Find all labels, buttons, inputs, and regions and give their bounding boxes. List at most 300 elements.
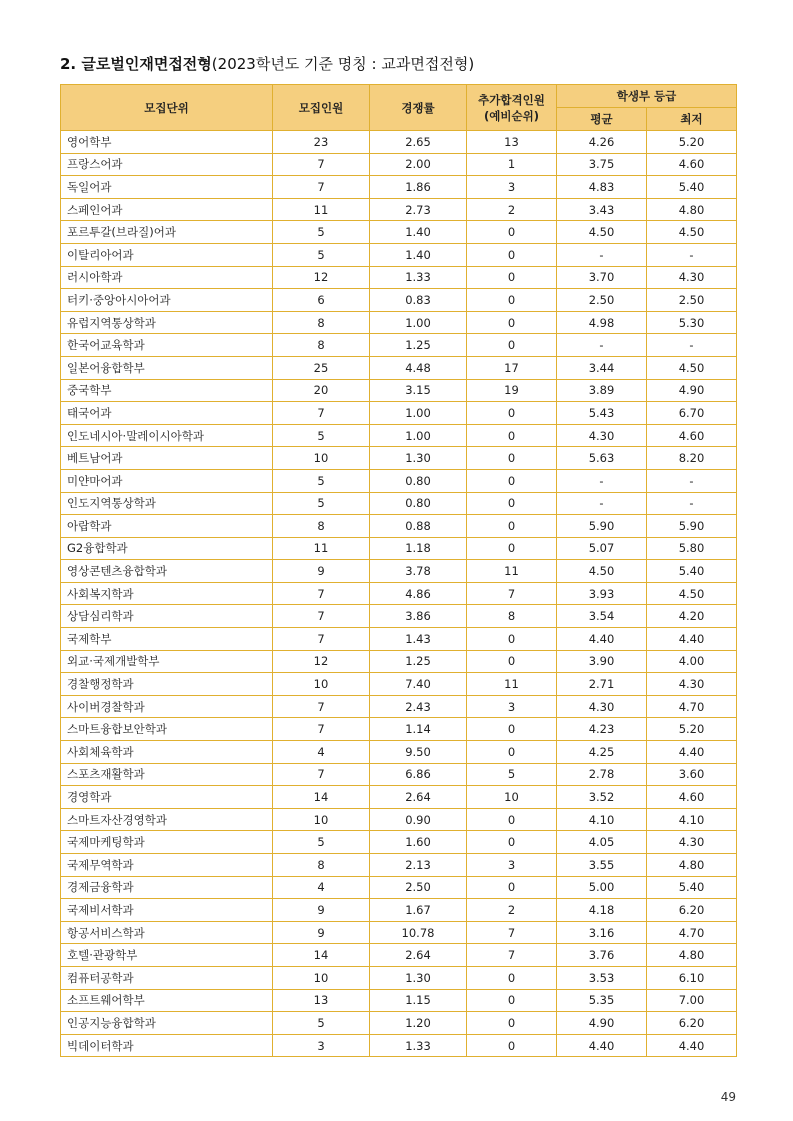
cell-min: 4.40 bbox=[647, 628, 737, 651]
cell-extra: 0 bbox=[467, 221, 557, 244]
cell-min: 6.20 bbox=[647, 899, 737, 922]
cell-unit: 이탈리아어과 bbox=[61, 243, 273, 266]
cell-extra: 0 bbox=[467, 243, 557, 266]
cell-unit: 사회복지학과 bbox=[61, 582, 273, 605]
cell-avg: 5.63 bbox=[557, 447, 647, 470]
section-title bbox=[60, 53, 474, 74]
cell-extra: 0 bbox=[467, 266, 557, 289]
cell-min: 5.30 bbox=[647, 311, 737, 334]
cell-min: 5.20 bbox=[647, 718, 737, 741]
table-row bbox=[61, 831, 737, 854]
cell-avg: 3.44 bbox=[557, 356, 647, 379]
cell-unit: 미얀마어과 bbox=[61, 469, 273, 492]
table-row bbox=[61, 808, 737, 831]
cell-extra: 0 bbox=[467, 1034, 557, 1057]
cell-ratio: 1.00 bbox=[370, 424, 467, 447]
cell-unit: 베트남어과 bbox=[61, 447, 273, 470]
cell-unit: 상담심리학과 bbox=[61, 605, 273, 628]
cell-unit: 항공서비스학과 bbox=[61, 921, 273, 944]
cell-unit: 유럽지역통상학과 bbox=[61, 311, 273, 334]
table-row bbox=[61, 402, 737, 425]
cell-ratio: 7.40 bbox=[370, 673, 467, 696]
cell-ratio: 2.43 bbox=[370, 695, 467, 718]
cell-min: 4.70 bbox=[647, 695, 737, 718]
cell-quota: 7 bbox=[273, 695, 370, 718]
cell-avg: 4.40 bbox=[557, 1034, 647, 1057]
cell-quota: 23 bbox=[273, 131, 370, 154]
cell-extra: 0 bbox=[467, 831, 557, 854]
cell-unit: 외교·국제개발학부 bbox=[61, 650, 273, 673]
cell-ratio: 1.25 bbox=[370, 650, 467, 673]
cell-quota: 14 bbox=[273, 786, 370, 809]
cell-min: 5.40 bbox=[647, 176, 737, 199]
cell-unit: 컴퓨터공학과 bbox=[61, 966, 273, 989]
cell-ratio: 0.80 bbox=[370, 469, 467, 492]
table-row bbox=[61, 966, 737, 989]
cell-quota: 10 bbox=[273, 808, 370, 831]
cell-quota: 10 bbox=[273, 447, 370, 470]
cell-quota: 4 bbox=[273, 741, 370, 764]
cell-min: 4.00 bbox=[647, 650, 737, 673]
cell-min: - bbox=[647, 492, 737, 515]
cell-extra: 2 bbox=[467, 899, 557, 922]
cell-min: 4.60 bbox=[647, 786, 737, 809]
cell-unit: 사회체육학과 bbox=[61, 741, 273, 764]
cell-ratio: 1.20 bbox=[370, 1012, 467, 1035]
cell-quota: 5 bbox=[273, 221, 370, 244]
cell-min: 4.80 bbox=[647, 944, 737, 967]
cell-quota: 5 bbox=[273, 831, 370, 854]
cell-extra: 0 bbox=[467, 537, 557, 560]
cell-avg: 4.50 bbox=[557, 560, 647, 583]
table-row bbox=[61, 153, 737, 176]
cell-min: - bbox=[647, 469, 737, 492]
cell-extra: 0 bbox=[467, 311, 557, 334]
cell-avg: 4.10 bbox=[557, 808, 647, 831]
table-row bbox=[61, 763, 737, 786]
cell-extra: 0 bbox=[467, 741, 557, 764]
cell-extra: 0 bbox=[467, 718, 557, 741]
cell-avg: 4.05 bbox=[557, 831, 647, 854]
cell-unit: 스마트자산경영학과 bbox=[61, 808, 273, 831]
cell-extra: 0 bbox=[467, 1012, 557, 1035]
cell-extra: 0 bbox=[467, 289, 557, 312]
cell-min: 4.40 bbox=[647, 741, 737, 764]
cell-avg: 5.00 bbox=[557, 876, 647, 899]
cell-unit: 경찰행정학과 bbox=[61, 673, 273, 696]
cell-ratio: 6.86 bbox=[370, 763, 467, 786]
cell-extra: 0 bbox=[467, 515, 557, 538]
cell-extra: 10 bbox=[467, 786, 557, 809]
table-row bbox=[61, 876, 737, 899]
cell-avg: 4.50 bbox=[557, 221, 647, 244]
cell-min: 4.60 bbox=[647, 424, 737, 447]
cell-ratio: 1.14 bbox=[370, 718, 467, 741]
cell-min: 4.80 bbox=[647, 198, 737, 221]
page-number: 49 bbox=[720, 1090, 736, 1104]
section-title-main: 글로벌인재면접전형 bbox=[81, 55, 212, 73]
table-row bbox=[61, 176, 737, 199]
header-min: 최저 bbox=[647, 108, 737, 131]
cell-min: 5.20 bbox=[647, 131, 737, 154]
cell-unit: 아랍학과 bbox=[61, 515, 273, 538]
cell-quota: 3 bbox=[273, 1034, 370, 1057]
cell-min: 6.20 bbox=[647, 1012, 737, 1035]
cell-quota: 25 bbox=[273, 356, 370, 379]
cell-ratio: 2.65 bbox=[370, 131, 467, 154]
cell-extra: 3 bbox=[467, 695, 557, 718]
cell-avg: 5.90 bbox=[557, 515, 647, 538]
table-header bbox=[61, 85, 737, 131]
cell-extra: 0 bbox=[467, 492, 557, 515]
cell-avg: 4.30 bbox=[557, 424, 647, 447]
table-row bbox=[61, 266, 737, 289]
cell-ratio: 3.78 bbox=[370, 560, 467, 583]
cell-quota: 6 bbox=[273, 289, 370, 312]
cell-avg: 5.07 bbox=[557, 537, 647, 560]
header-grade: 학생부 등급 bbox=[557, 85, 737, 108]
cell-unit: 영어학부 bbox=[61, 131, 273, 154]
cell-unit: 인도네시아·말레이시아학과 bbox=[61, 424, 273, 447]
cell-extra: 8 bbox=[467, 605, 557, 628]
table-row bbox=[61, 560, 737, 583]
cell-unit: 프랑스어과 bbox=[61, 153, 273, 176]
cell-unit: G2융합학과 bbox=[61, 537, 273, 560]
cell-avg: 3.55 bbox=[557, 854, 647, 877]
cell-unit: 사이버경찰학과 bbox=[61, 695, 273, 718]
cell-unit: 스마트융합보안학과 bbox=[61, 718, 273, 741]
table-row bbox=[61, 944, 737, 967]
cell-quota: 4 bbox=[273, 876, 370, 899]
cell-extra: 0 bbox=[467, 424, 557, 447]
cell-avg: 3.54 bbox=[557, 605, 647, 628]
table-row bbox=[61, 741, 737, 764]
cell-ratio: 2.73 bbox=[370, 198, 467, 221]
cell-avg: 4.26 bbox=[557, 131, 647, 154]
cell-avg: 2.78 bbox=[557, 763, 647, 786]
cell-min: 6.70 bbox=[647, 402, 737, 425]
cell-avg: 2.71 bbox=[557, 673, 647, 696]
cell-quota: 11 bbox=[273, 198, 370, 221]
table-row bbox=[61, 379, 737, 402]
table-row bbox=[61, 582, 737, 605]
cell-ratio: 1.86 bbox=[370, 176, 467, 199]
cell-quota: 7 bbox=[273, 402, 370, 425]
cell-avg: 3.89 bbox=[557, 379, 647, 402]
cell-ratio: 1.33 bbox=[370, 1034, 467, 1057]
cell-unit: 국제비서학과 bbox=[61, 899, 273, 922]
cell-min: 4.60 bbox=[647, 153, 737, 176]
cell-quota: 7 bbox=[273, 582, 370, 605]
cell-avg: - bbox=[557, 492, 647, 515]
header-quota: 모집인원 bbox=[273, 85, 370, 131]
cell-ratio: 4.48 bbox=[370, 356, 467, 379]
cell-quota: 13 bbox=[273, 989, 370, 1012]
cell-quota: 8 bbox=[273, 515, 370, 538]
cell-min: 5.40 bbox=[647, 560, 737, 583]
table-row bbox=[61, 424, 737, 447]
cell-min: 4.50 bbox=[647, 356, 737, 379]
cell-quota: 5 bbox=[273, 1012, 370, 1035]
table-row bbox=[61, 469, 737, 492]
cell-quota: 11 bbox=[273, 537, 370, 560]
cell-quota: 9 bbox=[273, 899, 370, 922]
cell-extra: 3 bbox=[467, 176, 557, 199]
cell-avg: 3.93 bbox=[557, 582, 647, 605]
cell-avg: 2.50 bbox=[557, 289, 647, 312]
table-row bbox=[61, 695, 737, 718]
cell-ratio: 10.78 bbox=[370, 921, 467, 944]
cell-quota: 7 bbox=[273, 605, 370, 628]
cell-quota: 10 bbox=[273, 673, 370, 696]
cell-avg: 4.83 bbox=[557, 176, 647, 199]
cell-min: - bbox=[647, 243, 737, 266]
cell-avg: 3.53 bbox=[557, 966, 647, 989]
cell-min: 4.30 bbox=[647, 831, 737, 854]
cell-unit: 빅데이터학과 bbox=[61, 1034, 273, 1057]
cell-quota: 7 bbox=[273, 763, 370, 786]
cell-avg: 5.35 bbox=[557, 989, 647, 1012]
cell-ratio: 3.86 bbox=[370, 605, 467, 628]
table-row bbox=[61, 537, 737, 560]
cell-avg: 4.18 bbox=[557, 899, 647, 922]
admission-results-table bbox=[60, 84, 737, 1057]
cell-quota: 8 bbox=[273, 334, 370, 357]
cell-unit: 독일어과 bbox=[61, 176, 273, 199]
cell-ratio: 9.50 bbox=[370, 741, 467, 764]
cell-quota: 12 bbox=[273, 266, 370, 289]
cell-avg: - bbox=[557, 334, 647, 357]
section-title-sub: (2023학년도 기준 명칭 : 교과면접전형) bbox=[211, 55, 475, 73]
cell-avg: 4.40 bbox=[557, 628, 647, 651]
cell-avg: 5.43 bbox=[557, 402, 647, 425]
cell-avg: 3.76 bbox=[557, 944, 647, 967]
cell-min: 4.50 bbox=[647, 221, 737, 244]
header-ratio: 경쟁률 bbox=[370, 85, 467, 131]
table-row bbox=[61, 131, 737, 154]
cell-unit: 포르투갈(브라질)어과 bbox=[61, 221, 273, 244]
cell-extra: 0 bbox=[467, 989, 557, 1012]
cell-ratio: 1.43 bbox=[370, 628, 467, 651]
header-avg: 평균 bbox=[557, 108, 647, 131]
cell-unit: 국제마케팅학과 bbox=[61, 831, 273, 854]
cell-avg: 3.90 bbox=[557, 650, 647, 673]
cell-quota: 7 bbox=[273, 176, 370, 199]
cell-avg: 3.75 bbox=[557, 153, 647, 176]
cell-extra: 11 bbox=[467, 560, 557, 583]
cell-quota: 12 bbox=[273, 650, 370, 673]
cell-extra: 5 bbox=[467, 763, 557, 786]
cell-min: 5.90 bbox=[647, 515, 737, 538]
cell-ratio: 1.00 bbox=[370, 311, 467, 334]
cell-min: 6.10 bbox=[647, 966, 737, 989]
cell-avg: 4.25 bbox=[557, 741, 647, 764]
cell-min: 4.40 bbox=[647, 1034, 737, 1057]
cell-min: 4.20 bbox=[647, 605, 737, 628]
cell-avg: - bbox=[557, 469, 647, 492]
cell-extra: 0 bbox=[467, 469, 557, 492]
cell-extra: 3 bbox=[467, 854, 557, 877]
table-row bbox=[61, 628, 737, 651]
cell-extra: 0 bbox=[467, 808, 557, 831]
cell-extra: 0 bbox=[467, 402, 557, 425]
cell-extra: 7 bbox=[467, 921, 557, 944]
table-row bbox=[61, 447, 737, 470]
cell-ratio: 2.64 bbox=[370, 944, 467, 967]
cell-ratio: 1.00 bbox=[370, 402, 467, 425]
cell-unit: 국제무역학과 bbox=[61, 854, 273, 877]
cell-ratio: 0.88 bbox=[370, 515, 467, 538]
cell-ratio: 2.00 bbox=[370, 153, 467, 176]
table-row bbox=[61, 673, 737, 696]
cell-ratio: 0.90 bbox=[370, 808, 467, 831]
cell-ratio: 1.30 bbox=[370, 966, 467, 989]
cell-ratio: 1.33 bbox=[370, 266, 467, 289]
cell-avg: 4.23 bbox=[557, 718, 647, 741]
cell-ratio: 0.83 bbox=[370, 289, 467, 312]
cell-extra: 2 bbox=[467, 198, 557, 221]
cell-extra: 0 bbox=[467, 966, 557, 989]
cell-quota: 10 bbox=[273, 966, 370, 989]
cell-unit: 터키·중앙아시아어과 bbox=[61, 289, 273, 312]
cell-ratio: 2.64 bbox=[370, 786, 467, 809]
cell-min: 4.10 bbox=[647, 808, 737, 831]
cell-ratio: 2.50 bbox=[370, 876, 467, 899]
cell-unit: 경영학과 bbox=[61, 786, 273, 809]
cell-quota: 5 bbox=[273, 492, 370, 515]
cell-quota: 8 bbox=[273, 311, 370, 334]
cell-ratio: 4.86 bbox=[370, 582, 467, 605]
cell-quota: 9 bbox=[273, 921, 370, 944]
cell-extra: 0 bbox=[467, 628, 557, 651]
table-body bbox=[61, 131, 737, 1057]
cell-extra: 13 bbox=[467, 131, 557, 154]
cell-extra: 7 bbox=[467, 582, 557, 605]
cell-ratio: 3.15 bbox=[370, 379, 467, 402]
header-extra bbox=[467, 85, 557, 131]
cell-ratio: 1.67 bbox=[370, 899, 467, 922]
cell-unit: 경제금융학과 bbox=[61, 876, 273, 899]
cell-quota: 5 bbox=[273, 469, 370, 492]
cell-min: - bbox=[647, 334, 737, 357]
table-row bbox=[61, 989, 737, 1012]
cell-unit: 한국어교육학과 bbox=[61, 334, 273, 357]
table-row bbox=[61, 650, 737, 673]
cell-avg: 4.90 bbox=[557, 1012, 647, 1035]
cell-quota: 7 bbox=[273, 628, 370, 651]
cell-extra: 19 bbox=[467, 379, 557, 402]
table-row bbox=[61, 605, 737, 628]
cell-unit: 호텔·관광학부 bbox=[61, 944, 273, 967]
cell-min: 2.50 bbox=[647, 289, 737, 312]
cell-ratio: 1.30 bbox=[370, 447, 467, 470]
cell-avg: - bbox=[557, 243, 647, 266]
table-row bbox=[61, 334, 737, 357]
table-row bbox=[61, 243, 737, 266]
cell-min: 4.90 bbox=[647, 379, 737, 402]
cell-extra: 0 bbox=[467, 876, 557, 899]
cell-unit: 스포츠재활학과 bbox=[61, 763, 273, 786]
cell-quota: 7 bbox=[273, 153, 370, 176]
cell-unit: 러시아학과 bbox=[61, 266, 273, 289]
table-row bbox=[61, 921, 737, 944]
header-unit: 모집단위 bbox=[61, 85, 273, 131]
cell-extra: 0 bbox=[467, 334, 557, 357]
cell-quota: 14 bbox=[273, 944, 370, 967]
cell-extra: 0 bbox=[467, 447, 557, 470]
table-row bbox=[61, 198, 737, 221]
cell-unit: 중국학부 bbox=[61, 379, 273, 402]
cell-ratio: 1.40 bbox=[370, 221, 467, 244]
cell-avg: 3.52 bbox=[557, 786, 647, 809]
cell-min: 4.50 bbox=[647, 582, 737, 605]
cell-min: 5.80 bbox=[647, 537, 737, 560]
table-row bbox=[61, 311, 737, 334]
cell-avg: 3.43 bbox=[557, 198, 647, 221]
cell-min: 4.70 bbox=[647, 921, 737, 944]
cell-min: 3.60 bbox=[647, 763, 737, 786]
table-row bbox=[61, 515, 737, 538]
header-extra-line1: 추가합격인원 bbox=[478, 92, 545, 107]
cell-unit: 인도지역통상학과 bbox=[61, 492, 273, 515]
cell-min: 8.20 bbox=[647, 447, 737, 470]
cell-min: 4.30 bbox=[647, 673, 737, 696]
table-row bbox=[61, 718, 737, 741]
cell-unit: 국제학부 bbox=[61, 628, 273, 651]
cell-quota: 5 bbox=[273, 243, 370, 266]
cell-extra: 0 bbox=[467, 650, 557, 673]
cell-unit: 일본어융합학부 bbox=[61, 356, 273, 379]
cell-quota: 8 bbox=[273, 854, 370, 877]
cell-avg: 4.98 bbox=[557, 311, 647, 334]
cell-avg: 4.30 bbox=[557, 695, 647, 718]
table-row bbox=[61, 289, 737, 312]
cell-ratio: 0.80 bbox=[370, 492, 467, 515]
cell-ratio: 1.15 bbox=[370, 989, 467, 1012]
cell-min: 4.80 bbox=[647, 854, 737, 877]
cell-quota: 20 bbox=[273, 379, 370, 402]
cell-min: 7.00 bbox=[647, 989, 737, 1012]
table-row bbox=[61, 1034, 737, 1057]
table-row bbox=[61, 786, 737, 809]
cell-quota: 5 bbox=[273, 424, 370, 447]
cell-ratio: 1.18 bbox=[370, 537, 467, 560]
cell-quota: 7 bbox=[273, 718, 370, 741]
cell-ratio: 1.60 bbox=[370, 831, 467, 854]
table-row bbox=[61, 1012, 737, 1035]
cell-min: 5.40 bbox=[647, 876, 737, 899]
cell-extra: 11 bbox=[467, 673, 557, 696]
cell-extra: 7 bbox=[467, 944, 557, 967]
cell-unit: 소프트웨어학부 bbox=[61, 989, 273, 1012]
table-row bbox=[61, 854, 737, 877]
cell-extra: 17 bbox=[467, 356, 557, 379]
table-row bbox=[61, 356, 737, 379]
cell-min: 4.30 bbox=[647, 266, 737, 289]
cell-unit: 태국어과 bbox=[61, 402, 273, 425]
table-row bbox=[61, 221, 737, 244]
table-row bbox=[61, 492, 737, 515]
cell-unit: 스페인어과 bbox=[61, 198, 273, 221]
cell-avg: 3.16 bbox=[557, 921, 647, 944]
cell-ratio: 1.40 bbox=[370, 243, 467, 266]
header-extra-line2: (예비순위) bbox=[484, 108, 539, 123]
section-number: 2. bbox=[60, 55, 77, 73]
table-row bbox=[61, 899, 737, 922]
cell-quota: 9 bbox=[273, 560, 370, 583]
cell-extra: 1 bbox=[467, 153, 557, 176]
cell-ratio: 2.13 bbox=[370, 854, 467, 877]
